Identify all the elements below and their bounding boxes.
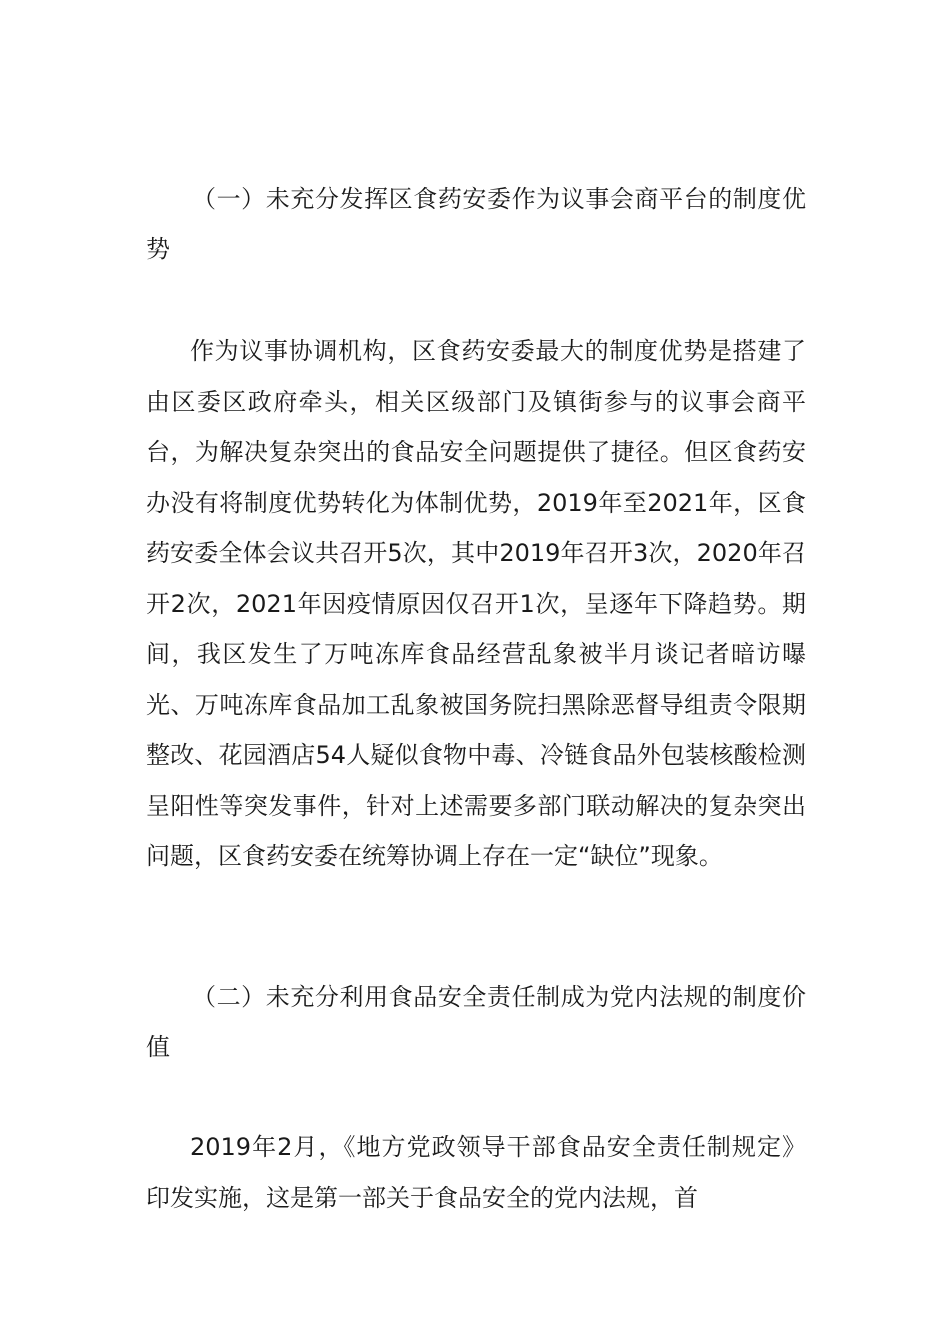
section-body-1: 作为议事协调机构，区食药安委最大的制度优势是搭建了由区委区政府牵头，相关区级部门及镇街参与的议事会商平台，为解决复杂突出的食品安全问题提供了捷径。但区食药安办没有将制度优势转化为体制优势，2019年至2021年，区食药安委全体会议共召开5次，其中2019年召开3次，2020年召开2次，2021年因疫情原因仅召开1次，呈逐年下降趋势。期间，我区发生了万吨冻库食品经营乱象被半月谈记者暗访曝光、万吨冻库食品加工乱象被国务院扫黑除恶督导组责令限期整改、花园酒店54人疑似食物中毒、冷链食品外包装核酸检测呈阳性等突发事件，针对上述需要多部门联动解决的复杂突出问题，区食药安委在统筹协调上存在一定“缺位”现象。 bbox=[146, 337, 806, 870]
section-body-2: 2019年2月，《地方党政领导干部食品安全责任制规定》印发实施，这是第一部关于食品安全的党内法规，首 bbox=[146, 1133, 806, 1212]
section-heading-2: （二）未充分利用食品安全责任制成为党内法规的制度价值 bbox=[146, 983, 806, 1061]
section-heading-1: （一）未充分发挥区食药安委作为议事会商平台的制度优势 bbox=[146, 185, 806, 263]
